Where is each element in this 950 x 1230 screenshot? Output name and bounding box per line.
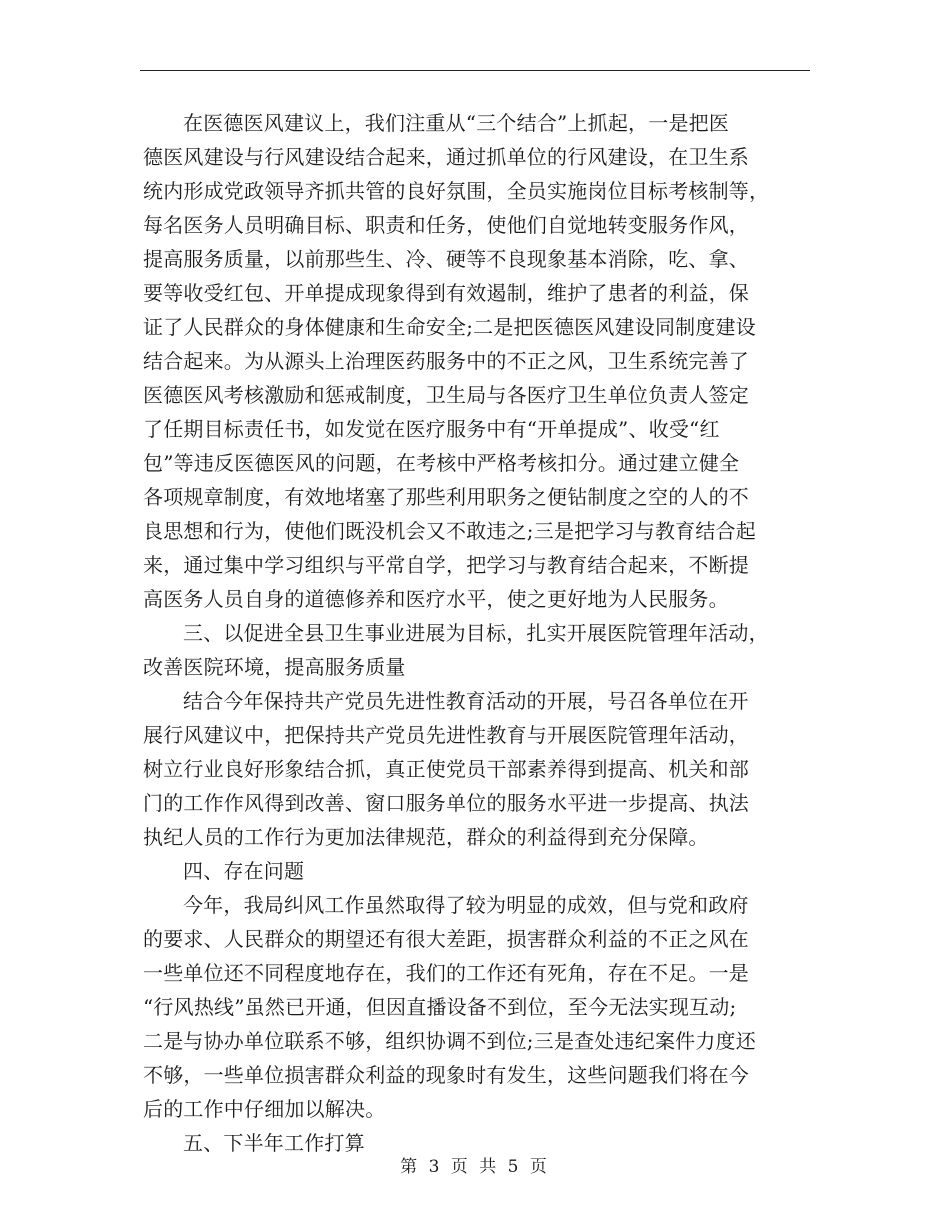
- page-footer: 第 3 页 共 5 页: [400, 1157, 550, 1177]
- text-line: 德医风建设与行风建设结合起来，通过抓单位的行风建设，在卫生系: [143, 145, 749, 169]
- text-line: 改善医院环境，提高服务质量: [143, 655, 406, 679]
- text-line: 的要求、人民群众的期望还有很大差距，损害群众利益的不正之风在: [143, 927, 749, 951]
- text-line: 后的工作中仔细加以解决。: [143, 1097, 386, 1121]
- text-line: 各项规章制度，有效地堵塞了那些利用职务之便钻制度之空的人的不: [143, 485, 749, 509]
- text-line: 结合今年保持共产党员先进性教育活动的开展，号召各单位在开: [183, 689, 749, 713]
- text-line: 五、下半年工作打算: [183, 1131, 365, 1155]
- text-line: 医德医风考核激励和惩戒制度，卫生局与各医疗卫生单位负责人签定: [143, 383, 749, 407]
- text-line: 在医德医风建议上，我们注重从“三个结合”上抓起，一是把医: [183, 111, 730, 135]
- text-line: 展行风建议中，把保持共产党员先进性教育与开展医院管理年活动，: [143, 723, 749, 747]
- text-line: 三、以促进全县卫生事业进展为目标，扎实开展医院管理年活动，: [183, 621, 769, 645]
- text-line: 统内形成党政领导齐抓共管的良好氛围，全员实施岗位目标考核制等，: [143, 179, 770, 203]
- text-line: 要等收受红包、开单提成现象得到有效遏制，维护了患者的利益，保: [143, 281, 749, 305]
- text-line: 良思想和行为，使他们既没机会又不敢违之;三是把学习与教育结合起: [143, 519, 756, 543]
- text-line: “行风热线”虽然已开通，但因直播设备不到位，至今无法实现互动;: [143, 995, 737, 1019]
- text-line: 提高服务质量，以前那些生、冷、硬等不良现象基本消除，吃、拿、: [143, 247, 749, 271]
- text-line: 来，通过集中学习组织与平常自学，把学习与教育结合起来，不断提: [143, 553, 749, 577]
- text-line: 结合起来。为从源头上治理医药服务中的不正之风，卫生系统完善了: [143, 349, 749, 373]
- text-line: 每名医务人员明确目标、职责和任务，使他们自觉地转变服务作风，: [143, 213, 749, 237]
- text-line: 高医务人员自身的道德修养和医疗水平，使之更好地为人民服务。: [143, 587, 729, 611]
- text-line: 了任期目标责任书，如发觉在医疗服务中有“开单提成”、收受“红: [143, 417, 720, 441]
- text-line: 树立行业良好形象结合抓，真正使党员干部素养得到提高、机关和部: [143, 757, 749, 781]
- text-line: 四、存在问题: [183, 859, 305, 883]
- text-line: 一些单位还不同程度地存在，我们的工作还有死角，存在不足。一是: [143, 961, 749, 985]
- text-line: 不够，一些单位损害群众利益的现象时有发生，这些问题我们将在今: [143, 1063, 749, 1087]
- text-line: 今年，我局纠风工作虽然取得了较为明显的成效，但与党和政府: [183, 893, 749, 917]
- text-line: 证了人民群众的身体健康和生命安全;二是把医德医风建设同制度建设: [143, 315, 756, 339]
- text-line: 二是与协办单位联系不够，组织协调不到位;三是查处违纪案件力度还: [143, 1029, 756, 1053]
- text-line: 执纪人员的工作行为更加法律规范，群众的利益得到充分保障。: [143, 825, 709, 849]
- text-line: 包”等违反医德医风的问题，在考核中严格考核扣分。通过建立健全: [143, 451, 740, 475]
- header-rule: [140, 70, 810, 71]
- text-line: 门的工作作风得到改善、窗口服务单位的服务水平进一步提高、执法: [143, 791, 749, 815]
- body-text: [143, 106, 813, 1160]
